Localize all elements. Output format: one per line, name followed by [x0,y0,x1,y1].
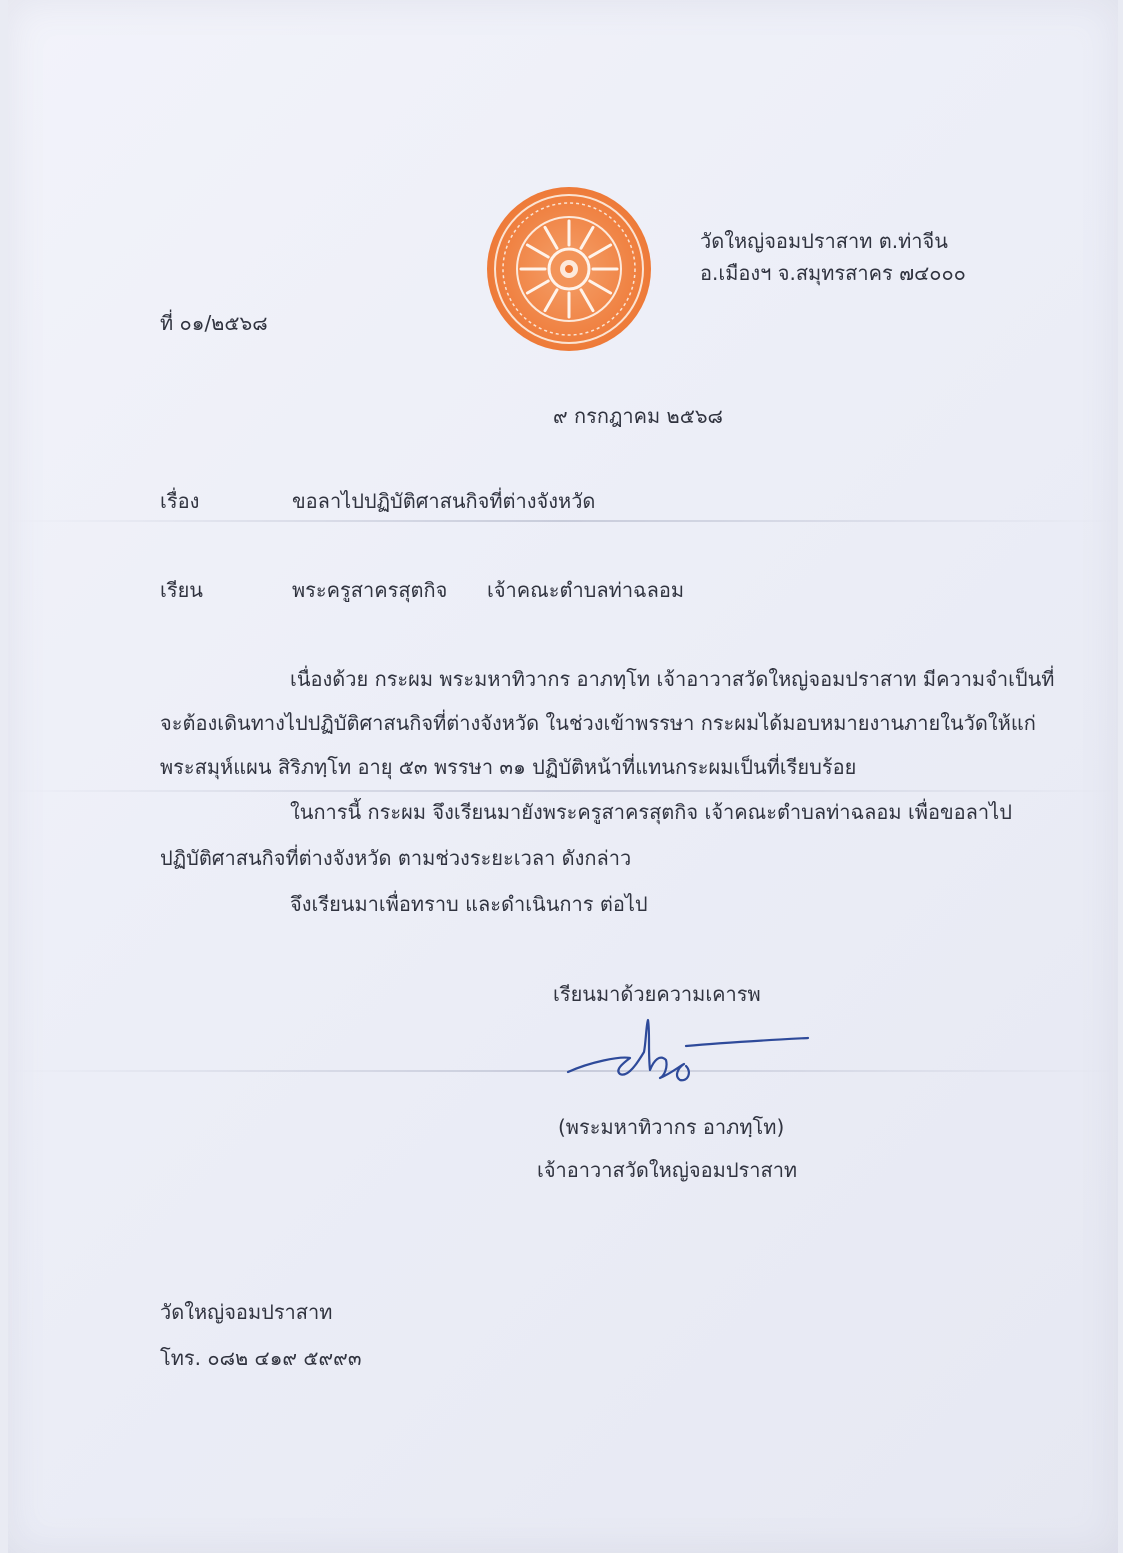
body-paragraph-line: พระสมุห์แผน สิริภทฺโท อายุ ๕๓ พรรษา ๓๑ ปฏิบัติหน้าที่แทนกระผมเป็นที่เรียบร้อย [160,755,857,779]
addressee-name: พระครูสาครสุตกิจ [292,578,448,602]
body-paragraph-line: ในการนี้ กระผม จึงเรียนมายังพระครูสาครสุตกิจ เจ้าคณะตำบลท่าฉลอม เพื่อขอลาไป [290,800,1012,824]
signer-title: เจ้าอาวาสวัดใหญ่จอมปราสาท [537,1158,798,1182]
signer-name: (พระมหาทิวากร อาภทฺโท) [558,1115,785,1139]
footer-phone: โทร. ๐๘๒ ๔๑๙ ๕๙๙๓ [160,1346,362,1370]
body-paragraph-line: ปฏิบัติศาสนกิจที่ต่างจังหวัด ตามช่วงระยะเวลา ดังกล่าว [160,846,632,870]
handwritten-signature [560,1012,820,1092]
reference-number: ที่ ๐๑/๒๕๖๘ [160,311,268,335]
paper-fold [8,520,1118,522]
dharma-wheel-emblem [486,186,652,352]
addressee-label: เรียน [160,578,203,602]
body-paragraph-line: เนื่องด้วย กระผม พระมหาทิวากร อาภทฺโท เจ้าอาวาสวัดใหญ่จอมปราสาท มีความจำเป็นที่ [290,667,1055,691]
footer-organization: วัดใหญ่จอมปราสาท [160,1300,333,1324]
letter-date: ๙ กรกฎาคม ๒๕๖๘ [553,404,723,428]
subject-text: ขอลาไปปฏิบัติศาสนกิจที่ต่างจังหวัด [292,489,596,513]
body-paragraph-line: จึงเรียนมาเพื่อทราบ และดำเนินการ ต่อไป [290,892,648,916]
subject-label: เรื่อง [160,489,200,513]
addressee-position: เจ้าคณะตำบลท่าฉลอม [487,578,685,602]
paper-fold [8,790,1118,792]
body-paragraph-line: จะต้องเดินทางไปปฏิบัติศาสนกิจที่ต่างจังหวัด ในช่วงเข้าพรรษา กระผมได้มอบหมายงานภายในวัดให้แก่ [160,711,1036,735]
sender-address-line2: อ.เมืองฯ จ.สมุทรสาคร ๗๔๐๐๐ [700,261,966,285]
sender-address-line1: วัดใหญ่จอมปราสาท ต.ท่าจีน [700,229,948,253]
closing-salutation: เรียนมาด้วยความเคารพ [553,982,761,1006]
